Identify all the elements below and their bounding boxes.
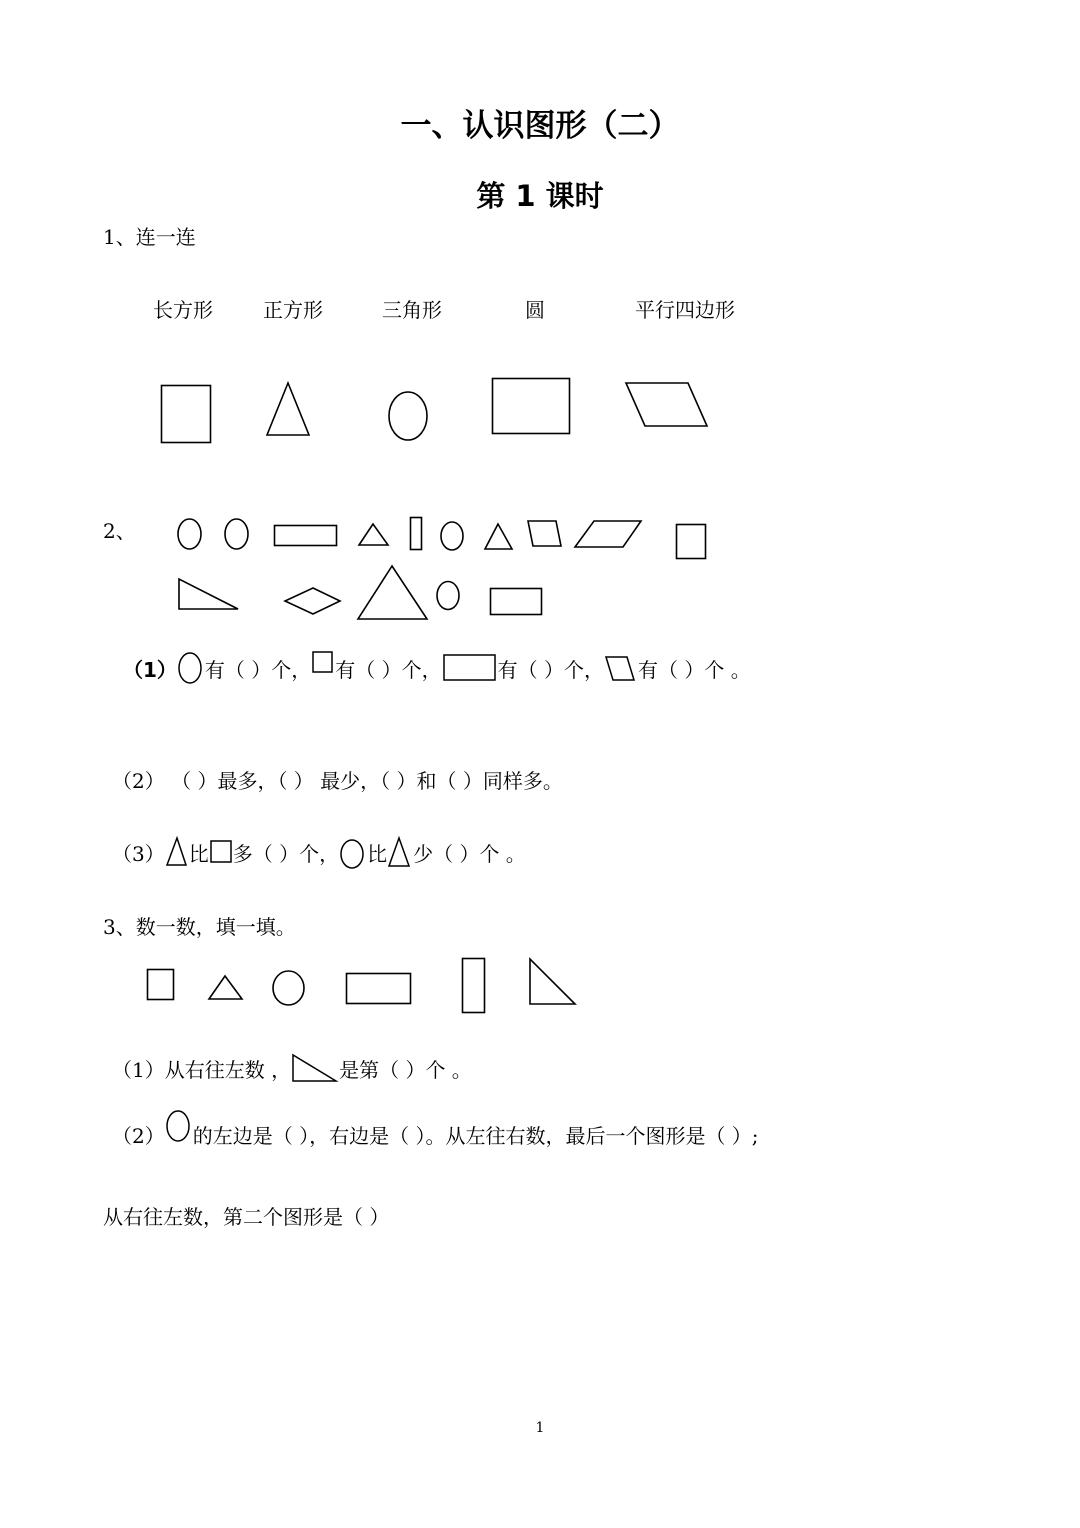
q2-square-icon-1 <box>675 523 709 561</box>
q3-sub2-suffix: 的左边是（ ），右边是（ ）。从左往右数，最后一个图形是（ ）; <box>192 1123 759 1148</box>
right-triangle-icon <box>291 1053 339 1083</box>
lesson-subtitle: 第 1 课时 <box>476 179 604 213</box>
q2-right-triangle-icon <box>177 577 241 613</box>
q2-sub3-part3: 比 <box>367 841 388 866</box>
rectangle-icon <box>442 653 498 683</box>
q2-sub1-part4: 有（ ）个 。 <box>638 657 751 682</box>
oval-icon <box>386 390 430 442</box>
q2-rhombus-icon <box>283 586 343 616</box>
q2-sub2: （2） （ ）最多，（ ） 最少，（ ）和（ ）同样多。 <box>112 769 563 793</box>
q3-tall-rectangle-icon <box>461 957 487 1015</box>
parallelogram-icon <box>624 381 710 429</box>
q2-rectangle-icon-1 <box>273 524 339 548</box>
q2-sub1 <box>123 650 751 686</box>
q2-oval-icon-1 <box>176 517 204 553</box>
q2-rectangle-icon-2 <box>489 587 545 617</box>
label-square: 正方形 <box>263 298 323 322</box>
q2-oval-icon-3 <box>439 520 467 554</box>
label-triangle: 三角形 <box>382 298 442 322</box>
label-circle: 圆 <box>525 298 545 322</box>
q2-triangle-icon-large <box>356 564 430 622</box>
q2-sub3-part4: 少（ ）个 。 <box>413 841 526 866</box>
triangle-icon <box>387 835 413 869</box>
q3-oval-icon <box>271 969 307 1007</box>
q2-sub1-part3: 有（ ）个， <box>497 657 604 682</box>
q2-number: 2、 <box>103 519 136 543</box>
q2-sub1-prefix: （1） <box>123 657 177 682</box>
q2-parallelogram-icon <box>573 519 645 551</box>
rectangle-icon <box>491 377 573 437</box>
q2-tall-rectangle-icon <box>409 516 425 552</box>
q1-heading: 1、连一连 <box>103 225 196 249</box>
page-number: 1 <box>535 1420 545 1436</box>
q3-square-icon <box>146 968 176 1002</box>
q3-sub1-suffix: 是第（ ）个 。 <box>339 1057 472 1082</box>
q2-triangle-icon-2 <box>483 522 515 552</box>
q3-heading: 3、数一数，填一填。 <box>103 915 296 939</box>
square-icon <box>209 839 233 865</box>
q3-triangle-icon <box>207 974 245 1002</box>
page-title: 一、认识图形（二） <box>400 108 680 144</box>
tall-rectangle-icon <box>160 384 214 446</box>
square-icon <box>311 650 335 676</box>
oval-icon <box>177 650 205 686</box>
q2-sub3-prefix: （3） <box>112 841 165 866</box>
q3-right-triangle-icon <box>528 957 578 1007</box>
q3-sub2-prefix: （2） <box>112 1123 165 1148</box>
q2-oval-icon-4 <box>435 579 463 613</box>
q2-sub3 <box>112 834 526 870</box>
q2-sub3-part1: 比 <box>188 841 209 866</box>
q2-sub3-part2: 多（ ）个， <box>232 841 340 866</box>
q2-sub1-part2: 有（ ）个， <box>335 657 442 682</box>
q3-sub1-prefix: （1）从右往左数 ， <box>112 1057 292 1082</box>
q3-sub1 <box>112 1050 472 1086</box>
triangle-icon <box>165 836 189 868</box>
q2-sub1-part1: 有（ ）个， <box>204 657 312 682</box>
q2-trapezoid-icon <box>526 518 564 550</box>
label-rectangle: 长方形 <box>153 298 213 322</box>
trapezoid-icon <box>604 653 638 683</box>
triangle-icon <box>265 381 311 439</box>
q3-rectangle-icon <box>345 972 413 1006</box>
q3-line3: 从右往左数，第二个图形是（ ） <box>103 1205 390 1229</box>
label-parallelogram: 平行四边形 <box>635 298 735 322</box>
q2-triangle-icon-1 <box>357 522 391 548</box>
oval-icon <box>165 1108 193 1148</box>
oval-icon <box>339 834 367 870</box>
q3-sub2 <box>112 1114 759 1154</box>
q2-oval-icon-2 <box>223 517 251 553</box>
